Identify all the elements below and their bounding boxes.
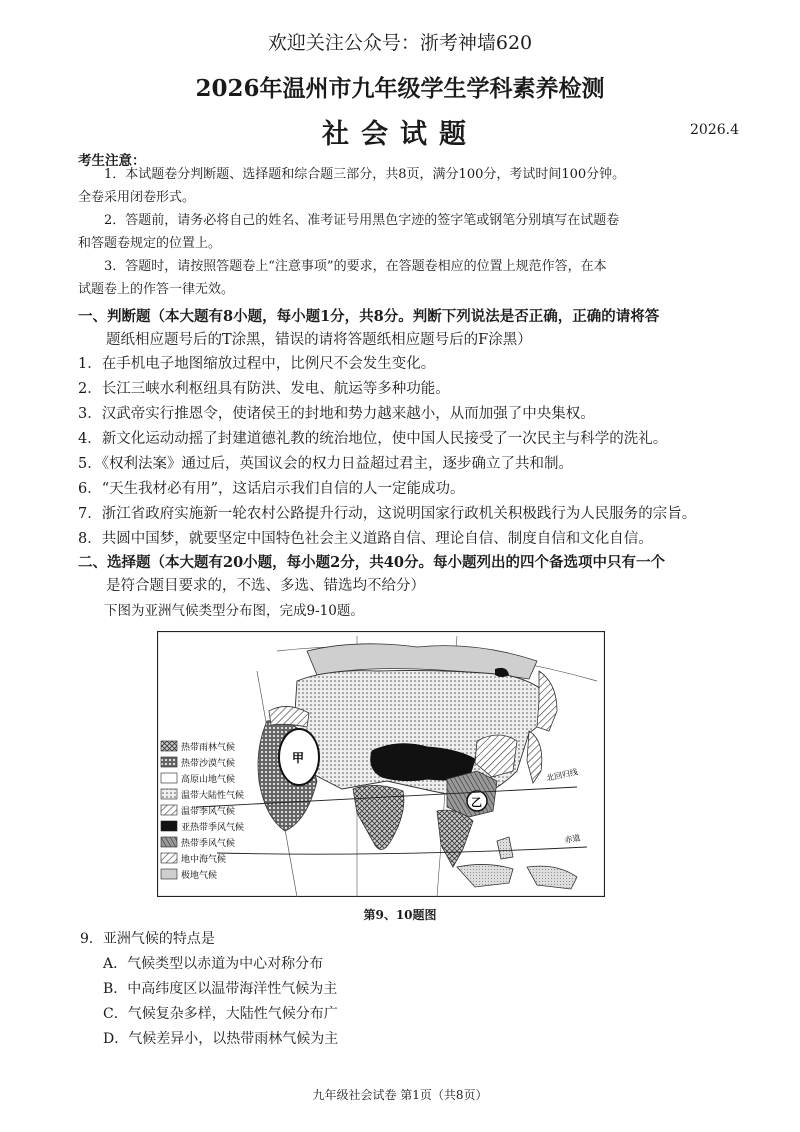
legend-label: 极地气候 [181, 870, 218, 880]
judge-item: 3．汉武帝实行推恩令，使诸侯王的封地和势力越来越小，从而加强了中央集权。 [78, 406, 595, 422]
question-9-stem: 9．亚洲气候的特点是 [80, 931, 215, 947]
legend-label: 热带雨林气候 [181, 742, 236, 752]
legend-swatch-mediterranean [161, 853, 177, 863]
map-intro: 下图为亚洲气候类型分布图，完成9-10题。 [104, 603, 364, 619]
judge-item: 7．浙江省政府实施新一轮农村公路提升行动，这说明国家行政机关积极践行为人民服务的宗旨。 [78, 506, 697, 522]
part2-heading-b: 是符合题目要求的，不选、多选、错选均不给分） [106, 578, 425, 594]
judge-item: 6．“天生我材必有用”，这话启示我们自信的人一定能成功。 [78, 481, 465, 497]
legend-swatch-desert [161, 757, 177, 767]
notice-line-1b: 全卷采用闭卷形式。 [78, 190, 196, 205]
part2-heading-a: 二、选择题（本大题有20小题，每小题2分，共40分。每小题列出的四个备选项中只有一个 [78, 554, 665, 571]
legend-swatch-subtropical [161, 821, 177, 831]
question-9-option-b: B．中高纬度区以温带海洋性气候为主 [103, 981, 338, 997]
asia-climate-map [157, 631, 605, 897]
map-label-equator: 赤道 [563, 833, 582, 845]
legend-label: 热带季风气候 [181, 838, 236, 848]
question-9-option-a: A．气候类型以赤道为中心对称分布 [103, 956, 324, 972]
legend-swatch-continental [161, 789, 177, 799]
notice-line-3a: 3．答题时，请按照答题卷上“注意事项”的要求，在答题卷相应的位置上规范作答，在本 [104, 259, 607, 274]
legend-swatch-highland [161, 773, 177, 783]
legend-label: 亚热带季风气候 [181, 822, 245, 832]
map-caption: 第9、10题图 [363, 908, 437, 922]
map-label-tropic: 北回归线 [545, 767, 579, 783]
notice-line-1a: 1．本试题卷分判断题、选择题和综合题三部分，共8页，满分100分，考试时间100分钟。 [104, 167, 626, 182]
judge-item: 5．《权利法案》通过后，英国议会的权力日益超过君主，逐步确立了共和制。 [78, 456, 573, 472]
legend-label: 高原山地气候 [181, 774, 236, 784]
legend-swatch-polar [161, 869, 177, 879]
judge-item: 1．在手机电子地图缩放过程中，比例尺不会发生变化。 [78, 356, 436, 372]
map-label-yi: 乙 [471, 797, 482, 809]
notice-line-2b: 和答题卷规定的位置上。 [78, 236, 222, 251]
notice-line-2a: 2．答题前，请务必将自己的姓名、准考证号用黑色字迹的签字笔或钢笔分别填写在试题卷 [104, 213, 620, 228]
question-9-option-d: D．气候差异小，以热带雨林气候为主 [103, 1031, 339, 1047]
judge-item: 4．新文化运动动摇了封建道德礼教的统治地位，使中国人民接受了一次民主与科学的洗礼。 [78, 431, 668, 447]
map-label-jia: 甲 [292, 751, 305, 765]
part1-heading-b: 题纸相应题号后的T涂黑，错误的请将答题纸相应题号后的F涂黑） [106, 332, 532, 348]
legend-swatch-rainforest [161, 741, 177, 751]
judge-item: 8．共圆中国梦，就要坚定中国特色社会主义道路自信、理论自信、制度自信和文化自信。 [78, 531, 653, 547]
wechat-banner: 欢迎关注公众号：浙考神墙620 [267, 32, 533, 54]
notice-heading: 考生注意： [78, 153, 146, 169]
legend-swatch-tropical-monsoon [161, 837, 177, 847]
question-9-option-c: C．气候复杂多样，大陆性气候分布广 [103, 1006, 338, 1022]
judge-item: 2．长江三峡水利枢纽具有防洪、发电、航运等多种功能。 [78, 381, 450, 397]
legend-label: 地中海气候 [181, 854, 227, 864]
legend-label: 温带季风气候 [181, 806, 236, 816]
exam-title: 2026年温州市九年级学生学科素养检测 [195, 75, 605, 102]
notice-line-3b: 试题卷上的作答一律无效。 [78, 282, 235, 297]
legend-label: 热带沙漠气候 [181, 758, 236, 768]
page-footer: 九年级社会试卷 第1页（共8页） [312, 1088, 488, 1102]
exam-date: 2026.4 [690, 122, 739, 138]
exam-subtitle: 社会试题 [322, 119, 478, 150]
legend-label: 温带大陆性气候 [181, 790, 245, 800]
legend-swatch-temperate-monsoon [161, 805, 177, 815]
part1-heading-a: 一、判断题（本大题有8小题，每小题1分，共8分。判断下列说法是否正确，正确的请将答 [78, 308, 660, 325]
